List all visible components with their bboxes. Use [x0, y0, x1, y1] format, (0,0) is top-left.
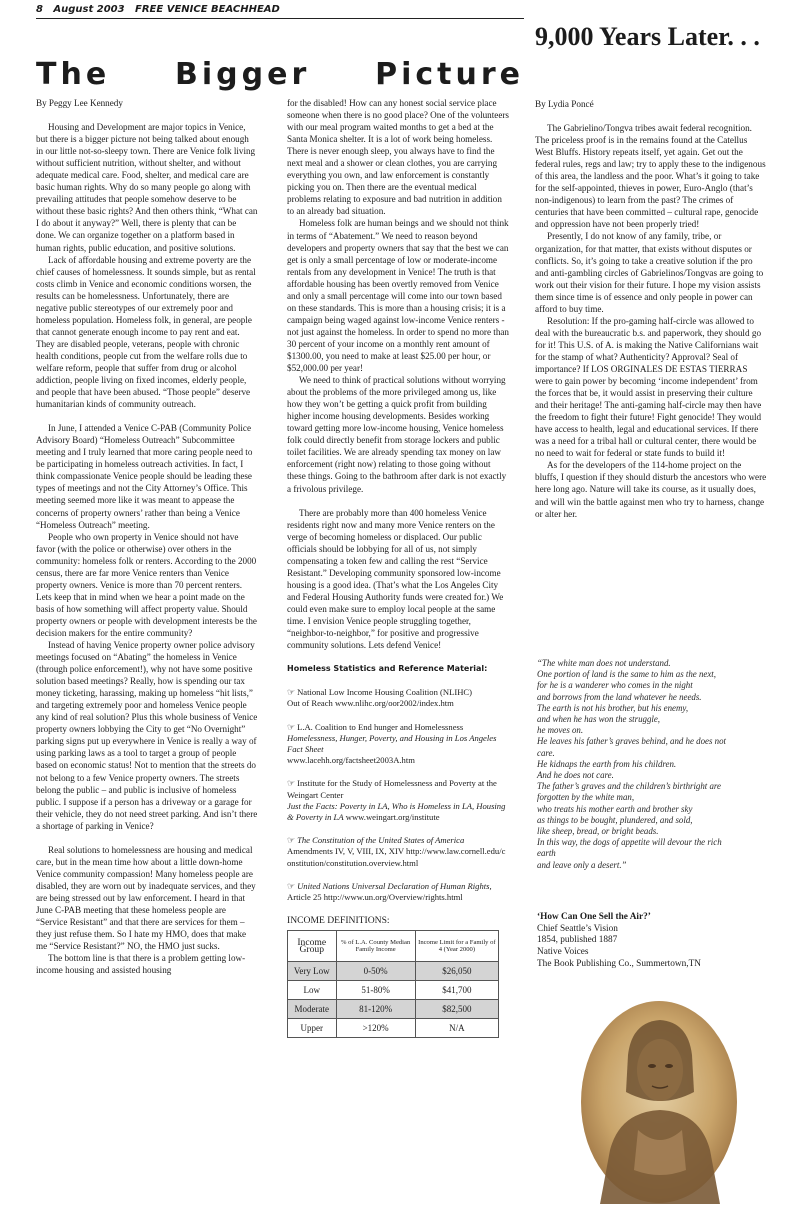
table-cell: N/A — [415, 1019, 498, 1038]
reference-item: ☞ L.A. Coalition to End hunger and Homelessness Homelessness, Hunger, Poverty, and Housing in Los Angeles Fact Sheet www.lacehh.org/factsheet2003A.htm — [287, 721, 497, 766]
paragraph: Lack of affordable housing and extreme poverty are the chief causes of homelessness. It sounds simple, but as rental costs climb in Venice and economic conditions worsen, the results can be homelessness. Unfortunately, there are negative public stereotypes of our extremely poor and homeless population. Homeless folk, in general, are people that cannot generate enough income to pay rent and eat. They are disabled people, veterans, people with chronic health conditions, people cut from the welfare rolls due to welfare reform, people that suffer from drug or alcohol addiction, people living on fixed incomes, elderly people, and people that have been abused. “Those people” deserve humanitarian kinds of community outreach. — [36, 254, 256, 410]
table-header-cell: Income Limit for a Family of 4 (Year 2000) — [415, 931, 498, 962]
pointing-hand-icon: ☞ — [287, 880, 296, 891]
quote-line: In this way, the dogs of appetite will devour the rich — [537, 837, 722, 848]
table-cell: Upper — [288, 1019, 337, 1038]
left-headline: The Bigger Picture — [36, 57, 524, 92]
right-article-column — [535, 98, 767, 520]
reference-item: ☞ National Low Income Housing Coalition (NLIHC) Out of Reach www.nlihc.org/oor2002/index.htm — [287, 687, 473, 709]
folio-rule — [36, 18, 524, 19]
quote-line: The earth is not his brother, but his enemy, — [537, 702, 689, 713]
quote-line: forgotten by the white man, — [537, 792, 635, 803]
reference-item: ☞ Institute for the Study of Homelessness and Poverty at the Weingart Center Just the Facts: Poverty in LA, Who is Homeless in LA, Housing & Poverty in LA www.weingart.org/institute — [287, 778, 506, 822]
left-article-column-2 — [287, 97, 509, 1038]
folio-line: 8 August 2003 FREE VENICE BEACHHEAD — [36, 4, 280, 15]
quote-line: The father’s graves and the children’s birthright are — [537, 781, 721, 792]
source-line: Native Voices — [537, 947, 589, 958]
income-definitions-table — [287, 930, 499, 1038]
reference-item: ☞ The Constitution of the United States of America Amendments IV, V, VIII, IX, XIV http://www.law.cornell.edu/constitution/constitution.overview.html — [287, 835, 506, 868]
quote-line: And he does not care. — [537, 770, 614, 781]
paragraph: The Gabrielino/Tongva tribes await federal recognition. The priceless proof is in the remains found at the Catellus West Bluffs. History repeats itself, yet again. Get out the federal rules, regs and law; try to apply these to the indigenous of this area, the landless and the poor. What’s it going to take for the self-appointed, thieves in power, Euro-Anglo (that’s non-indigenous) to learn from the past? The crimes of centuries that have been committed – cultural rape, genocide and oppression have not been properly tried! — [535, 123, 766, 230]
table-header-cell: Income Group — [288, 931, 337, 962]
table-cell: Low — [288, 981, 337, 1000]
pointing-hand-icon: ☞ — [287, 778, 296, 789]
table-cell: $26,050 — [415, 962, 498, 981]
quote-line: He kidnaps the earth from his children. — [537, 758, 677, 769]
paragraph: There are probably more than 400 homeless Venice residents right now and many more Venice renters on the verge of becoming homeless or displaced. Our public officials should be lobbying for all of us, not simply compensating a token few and calling the rest “Service Resistant.” Developing community sponsored low-income housing is a good idea. (That’s what the Los Angeles City and Federal Housing Authority funds were created for.) We could even make sure to employ local people at the same time. I envision Venice people struggling together, “neighbor-to-neighbor,” for positive and progressive community solutions. Lets defend Venice! — [287, 507, 504, 651]
paragraph: As for the developers of the 114-home project on the bluffs, I question if they should disturb the ancestors who were here long ago. Nature will take its course, as it usually does, and will win the battle against men who try to harness, change or alter her. — [535, 460, 767, 519]
quote-line: he moves on. — [537, 725, 584, 736]
references-title: Homeless Statistics and Reference Material: — [287, 664, 488, 674]
quote-line: care. — [537, 747, 555, 758]
quote-line: like sheep, bread, or bright beads. — [537, 826, 659, 837]
pointing-hand-icon: ☞ — [287, 721, 296, 732]
table-row — [288, 962, 499, 981]
income-definitions-title: INCOME DEFINITIONS: — [287, 915, 390, 927]
quote-line: earth — [537, 848, 556, 859]
left-byline: By Peggy Lee Kennedy — [36, 98, 123, 108]
chief-seattle-quote — [537, 658, 772, 871]
table-row — [288, 1000, 499, 1019]
quote-line: “The white man does not understand. — [537, 658, 671, 668]
table-cell: $41,700 — [415, 981, 498, 1000]
table-header-row — [288, 931, 499, 962]
table-cell: $82,500 — [415, 1000, 498, 1019]
left-article-column-1 — [36, 97, 258, 976]
quote-line: and when he has won the struggle, — [537, 714, 661, 725]
paragraph: The bottom line is that there is a problem getting low-income housing and assisted housing — [36, 953, 246, 976]
right-byline: By Lydia Poncé — [535, 99, 594, 109]
paragraph: for the disabled! How can any honest social service place someone when there is no good place? One of the volunteers with our meal program waited months to get a bed at the Santa Monica shelter. It is a lot of work being homeless. There is never enough sleep, you always have to find the next meal and a shower or clean clothes, you are carrying everything you own, and law enforcement is constantly picking you on. Then there are the eventual medical problems relating to exposure and bad nutrition in addition to an already bad situation. — [287, 98, 509, 217]
quote-line: as things to be bought, plundered, and sold, — [537, 814, 693, 825]
quote-line: who treats his mother earth and brother sky — [537, 803, 693, 814]
table-cell: 0-50% — [336, 962, 415, 981]
table-row — [288, 1019, 499, 1038]
source-title: ‘How Can One Sell the Air?’ — [537, 912, 651, 922]
table-cell: 81-120% — [336, 1000, 415, 1019]
source-line: Chief Seattle’s Vision — [537, 923, 618, 934]
table-cell: Moderate — [288, 1000, 337, 1019]
paragraph: People who own property in Venice should not have favor (with the police or otherwise) over others in the community: homeless folk or renters. According to the 2000 census, there are far more Venice renters than Venice property owners. Venice is more than 70 percent renters. Lets keep that in mind when we hear a point made on the basis of how something will affect property value. Should property owners or people with development interests be the decision makers for the entire community? — [36, 531, 257, 638]
quote-line: for he is a wanderer who comes in the night — [537, 680, 693, 691]
table-cell: >120% — [336, 1019, 415, 1038]
reference-item: ☞ United Nations Universal Declaration of Human Rights, Article 25 http://www.un.org/Overview/rights.html — [287, 880, 492, 902]
paragraph: Homeless folk are human beings and we should not think in terms of “Abatement.” We need to reason beyond developers and property owners that say that the best we can get is only a small percentage of low or moderate-income rentals from any development in Venice! The truth is that affordable housing has been overtly removed from Venice and only a small percentage will come into our town based on these standards. This is more than a housing crisis; it is a campaign being waged against low-income Venice renters - not just against the homeless. In order to spend no more than 30 percent of your income on a monthly rent amount of $1300.00, you need to make at least $25.00 per hour, or $52,000.00 per year! — [287, 218, 509, 374]
table-cell: Very Low — [288, 962, 337, 981]
pointing-hand-icon: ☞ — [287, 835, 296, 846]
paragraph: In June, I attended a Venice C-PAB (Community Police Advisory Board) “Homeless Outreach” Subcommittee meeting and I truly learned that more caring people need to be participating in homeless outreach activities. In fact, I think compassionate Venice people should be leading these types of meetings and not the City Attorney’s Office. This meeting seemed more like it was meant to appease the concerns of property owners’ rather than being a Venice “Homeless Outreach” meeting. — [36, 423, 253, 530]
paragraph: Resolution: If the pro-gaming half-circle was allowed to deal with the bureaucratic b.s. and paperwork, they should go for it! This U.S. of A. is making the Native Californians wait for the stamp of what? Authenticity? Approval? Seal of importance? If LOS ORGINALES DE ESTAS TIERRAS were to gain power by becoming ‘income independent’ from the forces that be, it would assist in preserving their culture and their heritage! The anti-gaming half-circle may then have the freedom to fight their future! Fight genocide! They would have access to health, legal and educational services. If there was a need for a tribal hall or cultural center, there would be no need to wait for federal or state funds to build it! — [535, 315, 762, 459]
quote-line: One portion of land is the same to him as the next, — [537, 669, 716, 680]
chief-seattle-portrait — [580, 1000, 738, 1204]
table-header-cell: % of L.A. County Median Family Income — [336, 931, 415, 962]
table-cell: 51-80% — [336, 981, 415, 1000]
table-row — [288, 981, 499, 1000]
right-headline: 9,000 Years Later. . . — [535, 22, 760, 51]
paragraph: Housing and Development are major topics in Venice, but there is a bigger picture not being talked about enough in our little not-so-sleepy town. There are Venice folk living without sufficient nutrition, without shelter, and without adequate medical care. Food, shelter, and medical care are basic human rights. Why do so many people go along with prevailing attitudes that people somehow deserve to be without these basic rights? And then others think, “What can I do about it anyway?” Well, there is plenty that can be done. We can organize together on a platform based in human rights, public education, and positive solutions. — [36, 122, 258, 253]
paragraph: Instead of having Venice property owner police advisory meetings focused on “Abating” the homeless in Venice (through police enforcement!), why not have some positive solution based meetings? Really, how is spending our tax money ticketing, harassing, making up homeless “hit lists,” and targeting extremely poor and homeless Venice people any kind of real solution? Plus this whole business of Venice property owners lobbying the City to get “No Overnight” parking signs put up everywhere in Venice is really a way of using parking laws as a tool to target a group of people based on economic status! Not to mention that the streets do not belong to a few Venice property owners. The streets belong the public – and public is inclusive of homeless public. I suppose if a person has a driveway or a garage for their vehicle, they do not need street parking. And isn’t there a shortage of parking in Venice? — [36, 640, 258, 831]
pointing-hand-icon: ☞ — [287, 687, 296, 698]
source-line: The Book Publishing Co., Summertown,TN — [537, 958, 701, 969]
paragraph: We need to think of practical solutions without worrying about the problems of the more privileged among us, like how they won’t be getting a quick profit from building higher income housing developments. Besides working toward getting more low-income housing, Venice homeless folk could directly benefit from storage lockers and public toilet facilities. We are already spending tax money on law enforcement (right now) relating to those going without these things. Going to the bathroom after dark is not exactly a frivolous privilege. — [287, 375, 507, 494]
quote-source — [537, 912, 772, 971]
quote-line: and borrows from the land whatever he needs. — [537, 691, 702, 702]
quote-line: and leave only a desert.” — [537, 859, 627, 870]
paragraph: Presently, I do not know of any family, tribe, or organization, for that matter, that exists without disputes or conflicts. So, it’s going to take a creative solution if the pro and anti-gambling circles of Gabrielinos/Tongvas are going to work out their vision for their future. I hope my vision assists them since time is of essence and only people in power can afford to buy time. — [535, 231, 764, 314]
quote-line: He leaves his father’s graves behind, and he does not — [537, 736, 726, 747]
paragraph: Real solutions to homelessness are housing and medical care, but in the mean time how about a little down-home Venice community compassion! Many homeless people are disabled, they are worn out by inadequate services, and they are being stressed out by law enforcement. I heard in that June C-PAB meeting that these homeless people are “Service Resistant” and that there are services for them – they just refuse them. So I hate my HMO, does that make me “Service Resistant?” NO, the HMO just sucks. — [36, 844, 256, 952]
source-line: 1854, published 1887 — [537, 935, 618, 946]
